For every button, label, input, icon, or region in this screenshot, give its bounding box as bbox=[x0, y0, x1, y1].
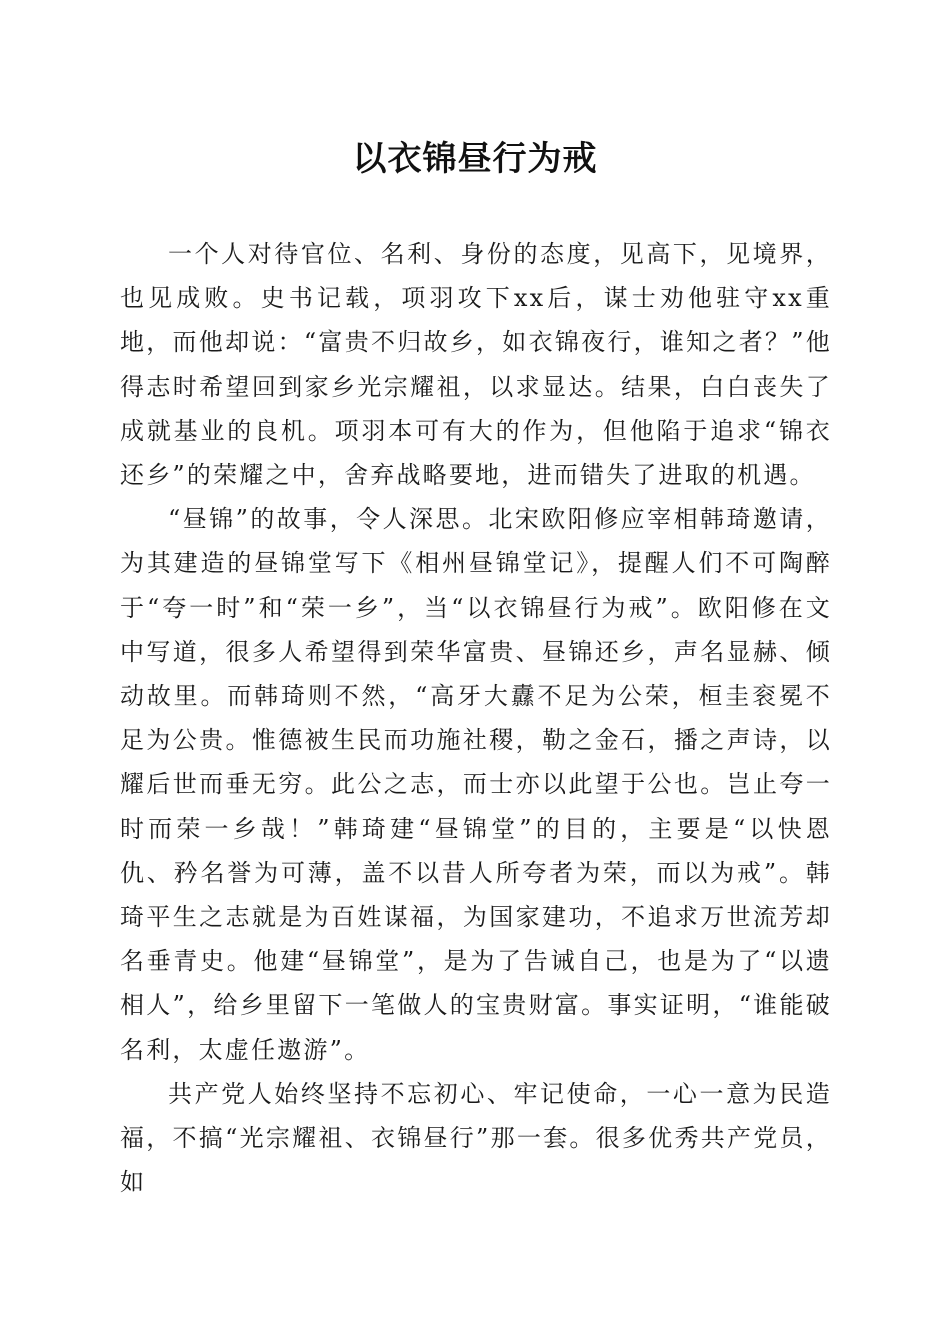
paragraph: 共产党人始终坚持不忘初心、牢记使命，一心一意为民造福，不搞“光宗耀祖、衣锦昼行”那一套。很多优秀共产党员，如 bbox=[120, 1079, 832, 1197]
paragraph: “昼锦”的故事，令人深思。北宋欧阳修应宰相韩琦邀请，为其建造的昼锦堂写下《相州昼锦堂记》，提醒人们不可陶醉于“夸一时”和“荣一乡”，当“以衣锦昼行为戒”。欧阳修在文中写道，很多人希望得到荣华富贵、昼锦还乡，声名显赫、倾动故里。而韩琦则不然，“高牙大纛不足为公荣，桓圭衮冕不足为公贵。惟德被生民而功施社稷，勒之金石，播之声诗，以耀后世而垂无穷。此公之志，而士亦以此望于公也。岂止夸一时而荣一乡哉！”韩琦建“昼锦堂”的目的，主要是“以快恩仇、矜名誉为可薄，盖不以昔人所夸者为荣，而以为戒”。韩琦平生之志就是为百姓谋福，为国家建功，不追求万世流芳却名垂青史。他建“昼锦堂”，是为了告诫自己，也是为了“以遗相人”，给乡里留下一笔做人的宝贵财富。事实证明，“谁能破名利，太虚任遨游”。 bbox=[120, 505, 832, 1064]
paragraph: 一个人对待官位、名利、身份的态度，见高下，见境界，也见成败。史书记载，项羽攻下xx后，谋士劝他驻守xx重地，而他却说：“富贵不归故乡，如衣锦夜行，谁知之者？”他得志时希望回到家乡光宗耀祖，以求显达。结果，白白丧失了成就基业的良机。项羽本可有大的作为，但他陷于追求“锦衣还乡”的荣耀之中，舍弃战略要地，进而错失了进取的机遇。 bbox=[120, 240, 832, 490]
document-title: 以衣锦昼行为戒 bbox=[352, 139, 598, 179]
document-body bbox=[120, 232, 832, 1204]
